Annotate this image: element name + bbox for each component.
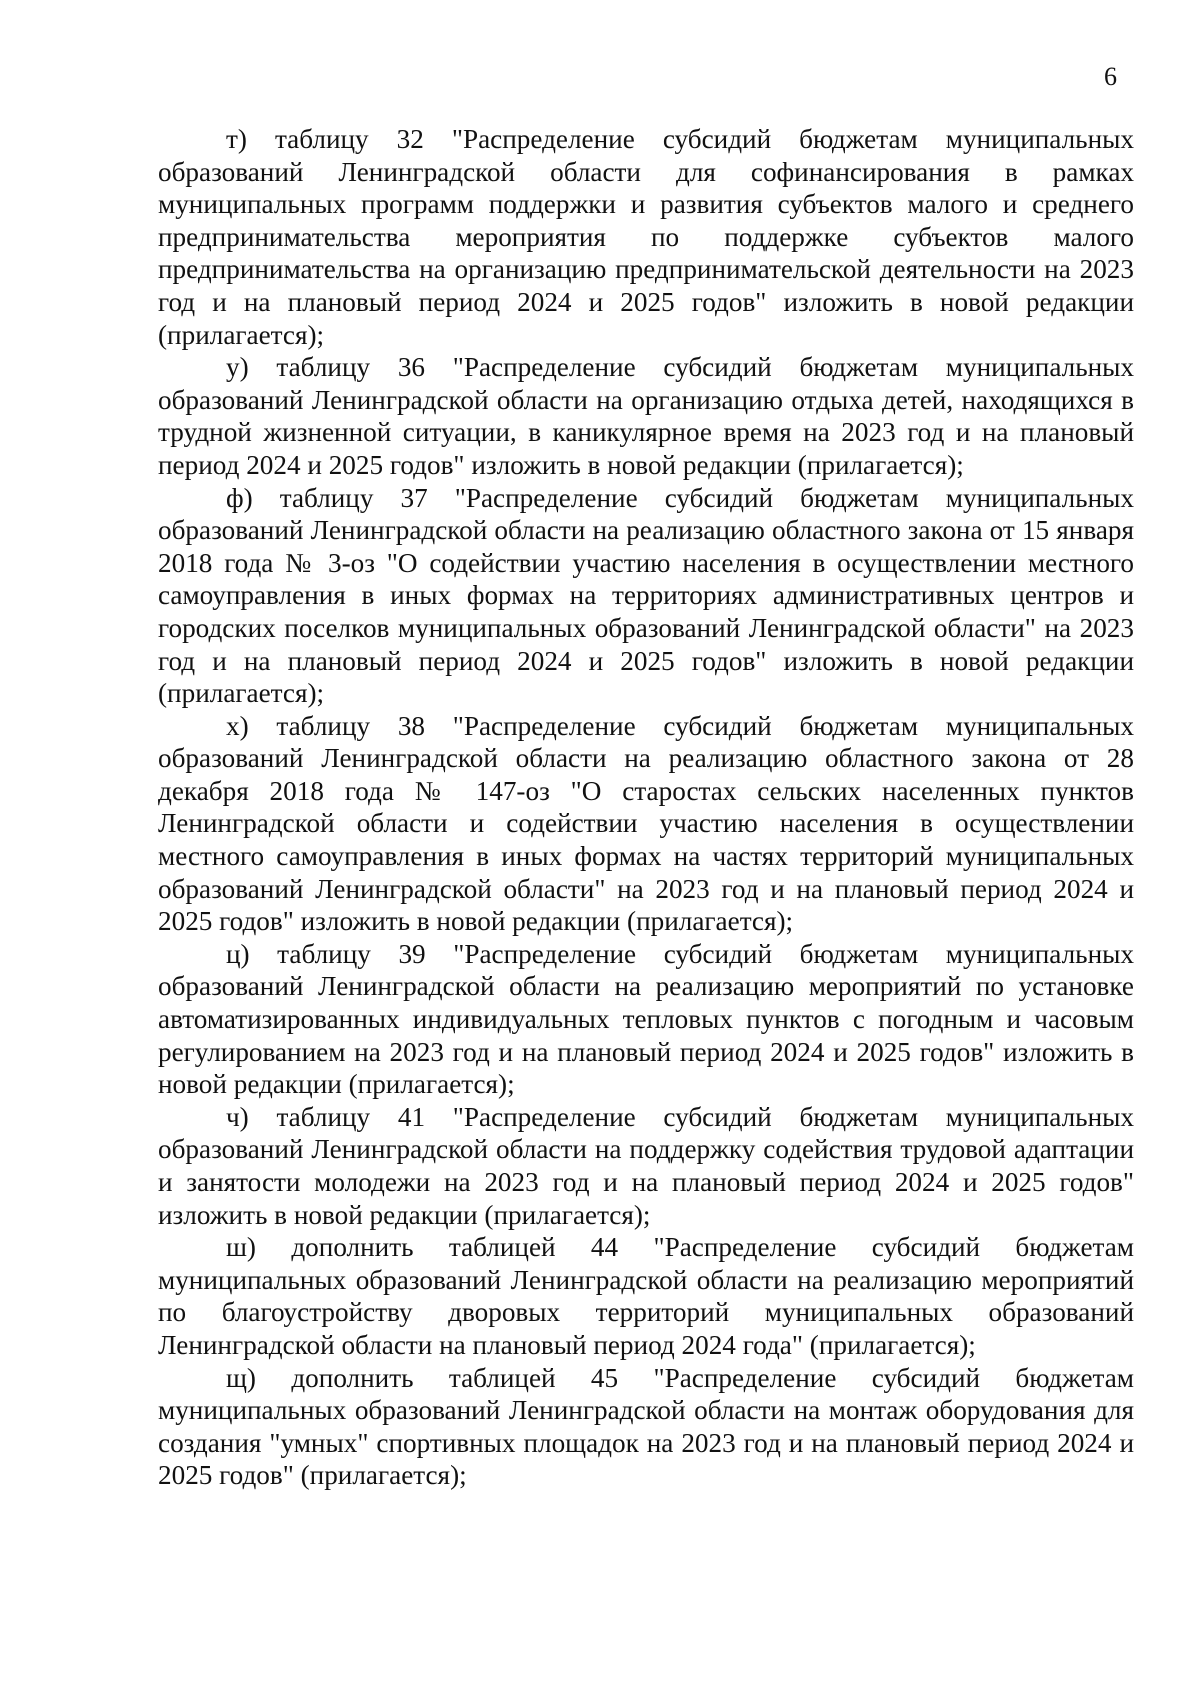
paragraph-shch: щ) дополнить таблицей 45 "Распределение субсидий бюджетам муниципальных образований Ленинградской области на монтаж оборудования для создания "умных" спортивных площадок на 2023 год и на плановый период 2024 и 2025 годов" (прилагается); [158,1362,1134,1491]
paragraph-ts: ц) таблицу 39 "Распределение субсидий бюджетам муниципальных образований Ленинградской области на реализацию мероприятий по установке автоматизированных индивидуальных тепловых пунктов с погодным и часовым регулированием на 2023 год и на плановый период 2024 и 2025 годов" изложить в новой редакции (прилагается); [158,938,1134,1100]
paragraph-kh: х) таблицу 38 "Распределение субсидий бюджетам муниципальных образований Ленинградской области на реализацию областного закона от 28 декабря 2018 года № 147-оз "О старостах сельских населенных пунктов Ленинградской области и содействии участию населения в осуществлении местного самоуправления в иных формах на частях территорий муниципальных образований Ленинградской области" на 2023 год и на плановый период 2024 и 2025 годов" изложить в новой редакции (прилагается); [158,710,1134,937]
paragraph-u: у) таблицу 36 "Распределение субсидий бюджетам муниципальных образований Ленинградской области на организацию отдыха детей, находящихся в трудной жизненной ситуации, в каникулярное время на 2023 год и на плановый период 2024 и 2025 годов" изложить в новой редакции (прилагается); [158,352,1134,480]
paragraph-f: ф) таблицу 37 "Распределение субсидий бюджетам муниципальных образований Ленинградской области на реализацию областного закона от 15 января 2018 года № 3-оз "О содействии участию населения в осуществлении местного самоуправления в иных формах на территориях административных центров и городских поселков муниципальных образований Ленинградской области" на 2023 год и на плановый период 2024 и 2025 годов" изложить в новой редакции (прилагается); [158,482,1134,709]
paragraph-t: т) таблицу 32 "Распределение субсидий бюджетам муниципальных образований Ленинградской области для софинансирования в рамках муниципальных программ поддержки и развития субъектов малого и среднего предпринимательства мероприятия по поддержке субъектов малого предпринимательства на организацию предпринимательской деятельности на 2023 год и на плановый период 2024 и 2025 годов" изложить в новой редакции (прилагается); [158,124,1134,350]
page-number: 6 [1104,62,1117,91]
document-body [158,123,1134,1492]
paragraph-sh: ш) дополнить таблицей 44 "Распределение субсидий бюджетам муниципальных образований Ленинградской области на реализацию мероприятий по благоустройству дворовых территорий муниципальных образований Ленинградской области на плановый период 2024 года" (прилагается); [158,1232,1134,1360]
paragraph-ch: ч) таблицу 41 "Распределение субсидий бюджетам муниципальных образований Ленинградской области на поддержку содействия трудовой адаптации и занятости молодежи на 2023 год и на плановый период 2024 и 2025 годов" изложить в новой редакции (прилагается); [158,1101,1134,1230]
